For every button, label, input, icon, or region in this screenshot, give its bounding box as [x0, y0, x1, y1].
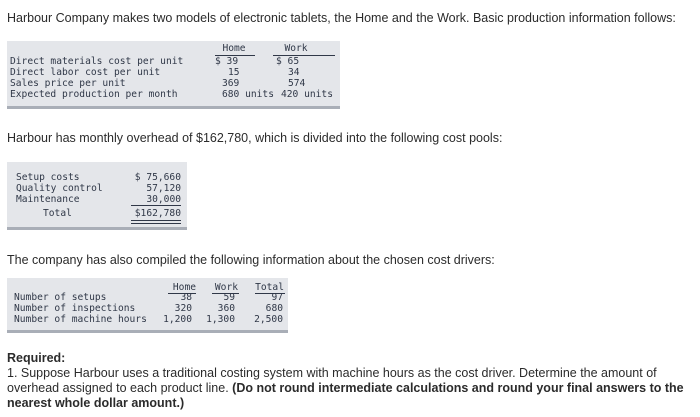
required-text: 1. Suppose Harbour uses a traditional costing system with machine hours as the cost driver. Determine the amount of overhead assigned to each product line. — [7, 366, 657, 395]
driver-total: 97 — [271, 292, 283, 303]
required-section — [7, 351, 700, 411]
row-home: 680 units — [222, 89, 274, 100]
row-label: Sales price per unit — [10, 78, 126, 89]
driver-home: 320 — [174, 303, 192, 314]
row-home: 15 — [228, 67, 240, 78]
pool-value: 30,000 — [146, 194, 181, 205]
overhead-text: Harbour has monthly overhead of $162,780, which is divided into the following cost pools: — [7, 131, 503, 145]
row-label: Expected production per month — [10, 89, 178, 100]
required-heading: Required: — [7, 351, 66, 365]
row-work: $ 65 — [276, 56, 300, 67]
row-label: Direct materials cost per unit — [10, 56, 184, 67]
row-home: $ 39 — [215, 56, 239, 67]
header-work: Work — [284, 43, 308, 54]
drivers-text: The company has also compiled the following information about the chosen cost drivers: — [7, 253, 495, 267]
pool-value: 57,120 — [146, 183, 181, 194]
row-work: 420 units — [281, 89, 333, 100]
header-home: Home — [172, 282, 196, 293]
required-text-block — [7, 366, 700, 411]
driver-work: 1,300 — [206, 314, 235, 325]
row-label: Direct labor cost per unit — [10, 67, 161, 78]
pool-label: Setup costs — [16, 172, 80, 183]
header-work: Work — [214, 282, 238, 293]
driver-home: 38 — [180, 292, 192, 303]
driver-work: 59 — [223, 292, 235, 303]
header-home: Home — [222, 43, 246, 54]
row-work: 34 — [288, 67, 300, 78]
row-work: 574 — [288, 78, 306, 89]
pool-label: Quality control — [16, 183, 103, 194]
production-table — [7, 41, 340, 106]
header-total: Total — [255, 282, 284, 293]
pool-label: Maintenance — [16, 194, 80, 205]
row-home: 369 — [222, 78, 240, 89]
cost-pools-table — [7, 162, 187, 227]
pool-total-label: Total — [43, 208, 72, 219]
drivers-table — [7, 278, 288, 330]
driver-home: 1,200 — [163, 314, 192, 325]
required-note: (Do not round intermediate calculations and round your final answers to the nearest whole dollar amount.) — [7, 381, 684, 410]
pool-value: $ 75,660 — [134, 172, 181, 183]
driver-work: 360 — [217, 303, 235, 314]
driver-total: 2,500 — [254, 314, 283, 325]
driver-label: Number of setups — [14, 292, 107, 303]
intro-text: Harbour Company makes two models of electronic tablets, the Home and the Work. Basic production information follows: — [7, 11, 676, 25]
driver-total: 680 — [265, 303, 283, 314]
driver-label: Number of machine hours — [14, 314, 147, 325]
pool-total-value: $162,780 — [134, 208, 181, 219]
driver-label: Number of inspections — [14, 303, 136, 314]
